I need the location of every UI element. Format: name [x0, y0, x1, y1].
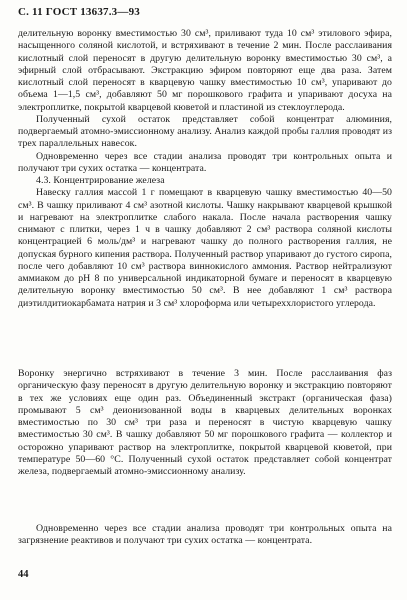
paragraph: Навеску галлия массой 1 г помещают в кварцевую чашку вместимостью 40—50 см³. В чашку приливают 4 см³ азотной кислоты. Чашку накрывают кварцевой крышкой и нагревают на электроплитке слабого накала. После начала растворения чашку снимают с плитки, через 1 ч в чашку добавляют 2 см³ раствора соляной кислоты концентрацией 6 моль/дм³ и нагревают чашку до полного растворения галлия, не допуская бурного кипения раствора. Полученный раствор упаривают до густого сиропа, после чего добавляют 10 см³ раствора виннокислого аммония. Раствор нейтрализуют аммиаком до pH 8 по универсальной индикаторной бумаге и переносят в кварцевую делительную воронку вместимостью 50 см³. В нее добавляют 1 см³ раствора диэтилдитиокарбамата натрия и 3 см³ хлороформа или четыреххлористого углерода.	[18, 187, 392, 309]
section-2-text	[18, 368, 392, 478]
paragraph: Одновременно через все стадии анализа проводят три контрольных опыта на загрязнение реактивов и получают три сухих остатка — концентрата.	[18, 523, 392, 547]
section-1-text	[18, 28, 392, 310]
paragraph: Одновременно через все стадии анализа проводят три контрольных опыта и получают три сухих остатка — концентрата.	[18, 150, 392, 174]
page-number: 44	[18, 569, 29, 580]
closing-text	[18, 523, 392, 548]
section-heading: 4.3. Концентрирование железа	[36, 175, 165, 186]
paragraph: Воронку энергично встряхивают в течение 3 мин. После расслаивания фаз органическую фазу переносят в другую делительную воронку и экстракцию повторяют в тех же условиях еще один раз. Объединенный экстракт (органическая фаза) промывают 5 см³ деионизованной воды в кварцевых делительных воронках вместимостью по 30 см³ три раза и переносят в чистую кварцевую чашку вместимостью 30 см³. В чашку добавляют 50 мг порошкового графита — коллектор и осторожно упаривают раствор на электроплитке, покрытой кварцевой кюветой, при температуре 50—60 °С. Полученный сухой остаток представляет собой концентрат железа, подвергаемый атомно-эмиссионному анализу.	[18, 368, 392, 477]
paragraph: делительную воронку вместимостью 30 см³, приливают туда 10 см³ этилового эфира, насыщенного соляной кислотой, и встряхивают в течение 2 мин. После расслаивания кислотный слой переносят в другую делительную воронку вместимостью 30 см³, а эфирный слой отбрасывают. Экстракцию эфиром повторяют еще два раза. Затем кислотный слой переносят в кварцевую чашку вместимостью 10 см³, упаривают до объема 1—1,5 см³, добавляют 50 мг порошкового графита и упаривают досуха на электроплитке, покрытой кварцевой кюветой и пластиной из стеклоуглерода.	[18, 28, 392, 113]
page-header: С. 11 ГОСТ 13637.3—93	[18, 6, 140, 18]
paragraph: Полученный сухой остаток представляет собой концентрат алюминия, подвергаемый атомно-эмиссионному анализу. Анализ каждой пробы галлия проводят из трех параллельных навесок.	[18, 113, 392, 150]
